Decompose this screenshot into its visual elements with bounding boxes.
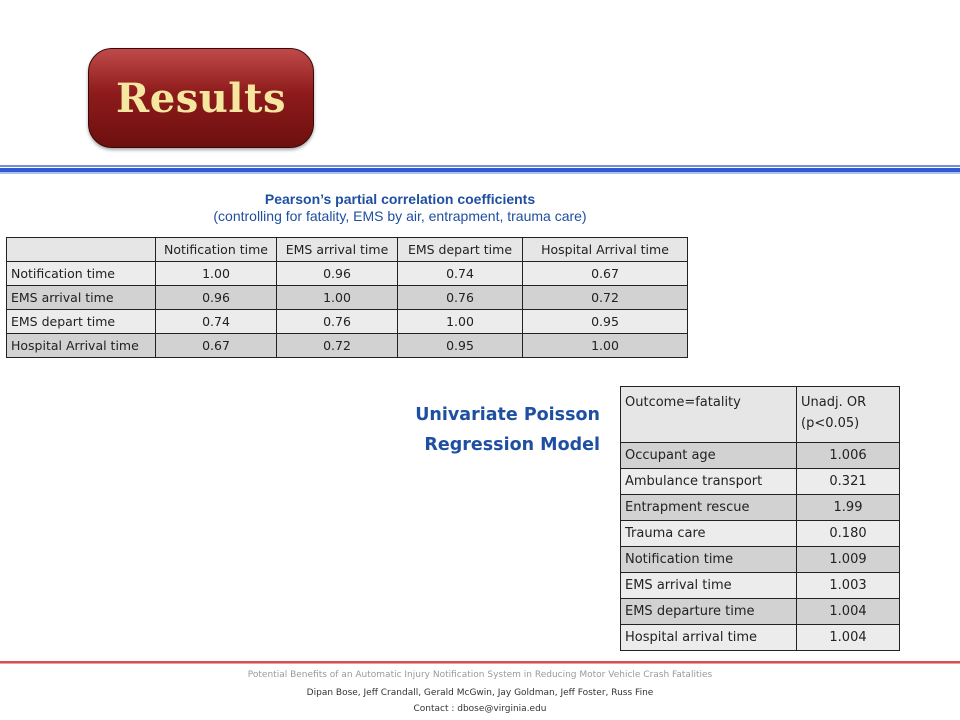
poisson-title-line2: Regression Model [424, 435, 600, 455]
page-title: Results [116, 74, 286, 122]
table-cell: 0.72 [523, 286, 688, 310]
table-cell: 0.72 [277, 334, 398, 358]
caption-title: Pearson’s partial correlation coefficients [264, 191, 536, 207]
table-cell: 0.180 [797, 521, 900, 547]
footer-authors: Dipan Bose, Jeff Crandall, Gerald McGwin, Jay Goldman, Jeff Foster, Russ Fine [306, 688, 654, 698]
table-cell: 0.96 [277, 262, 398, 286]
table-header-cell: Notification time [156, 238, 277, 262]
table-cell: 0.95 [523, 310, 688, 334]
poisson-title [390, 400, 600, 460]
row-label: EMS depart time [7, 310, 156, 334]
table-cell: 1.006 [797, 443, 900, 469]
row-label: Notification time [7, 262, 156, 286]
table-header-cell: EMS arrival time [277, 238, 398, 262]
table-cell: 1.99 [797, 495, 900, 521]
table-cell: 0.74 [156, 310, 277, 334]
correlation-table [6, 237, 688, 358]
row-label: Ambulance transport [621, 469, 797, 495]
row-label: Hospital Arrival time [7, 334, 156, 358]
table-row [7, 334, 688, 358]
title-banner [88, 48, 314, 148]
poisson-table [620, 386, 900, 651]
table-row [7, 286, 688, 310]
table-cell: 0.321 [797, 469, 900, 495]
footer-contact: Contact : dbose@virginia.edu [413, 704, 547, 714]
table-cell: 0.95 [398, 334, 523, 358]
table-header-cell: Unadj. OR (p<0.05) [797, 387, 900, 443]
row-label: Entrapment rescue [621, 495, 797, 521]
footer-divider [0, 661, 960, 664]
row-label: EMS arrival time [7, 286, 156, 310]
row-label: EMS arrival time [621, 573, 797, 599]
table-row [7, 262, 688, 286]
footer-paper-title: Potential Benefits of an Automatic Injury Notification System in Reducing Motor Vehicle Crash Fatalities [247, 670, 713, 680]
table-row [621, 625, 900, 651]
table-row [7, 310, 688, 334]
table-header-row [621, 387, 900, 443]
table-cell: 1.00 [156, 262, 277, 286]
table-row [621, 599, 900, 625]
table-cell: 1.00 [523, 334, 688, 358]
table-cell: 0.67 [156, 334, 277, 358]
table-header-cell: Outcome=fatality [621, 387, 797, 443]
row-label: Occupant age [621, 443, 797, 469]
table-cell: 1.00 [277, 286, 398, 310]
poisson-title-line1: Univariate Poisson [415, 405, 600, 425]
table-cell: 1.003 [797, 573, 900, 599]
table-header-cell [7, 238, 156, 262]
row-label: Notification time [621, 547, 797, 573]
row-label: EMS departure time [621, 599, 797, 625]
row-label: Hospital arrival time [621, 625, 797, 651]
header-divider [0, 165, 960, 174]
table-cell: 1.004 [797, 599, 900, 625]
table-row [621, 547, 900, 573]
table-row [621, 521, 900, 547]
table-cell: 0.76 [398, 286, 523, 310]
table-header-cell: Hospital Arrival time [523, 238, 688, 262]
table-cell: 0.67 [523, 262, 688, 286]
table-row [621, 469, 900, 495]
table-cell: 1.004 [797, 625, 900, 651]
table-row [621, 443, 900, 469]
correlation-caption [100, 191, 700, 225]
table-row [621, 573, 900, 599]
table-cell: 0.74 [398, 262, 523, 286]
table-header-cell: EMS depart time [398, 238, 523, 262]
table-cell: 0.96 [156, 286, 277, 310]
caption-subtitle: (controlling for fatality, EMS by air, entrapment, trauma care) [213, 208, 587, 224]
table-header-row [7, 238, 688, 262]
row-label: Trauma care [621, 521, 797, 547]
table-cell: 0.76 [277, 310, 398, 334]
table-cell: 1.00 [398, 310, 523, 334]
table-cell: 1.009 [797, 547, 900, 573]
table-row [621, 495, 900, 521]
